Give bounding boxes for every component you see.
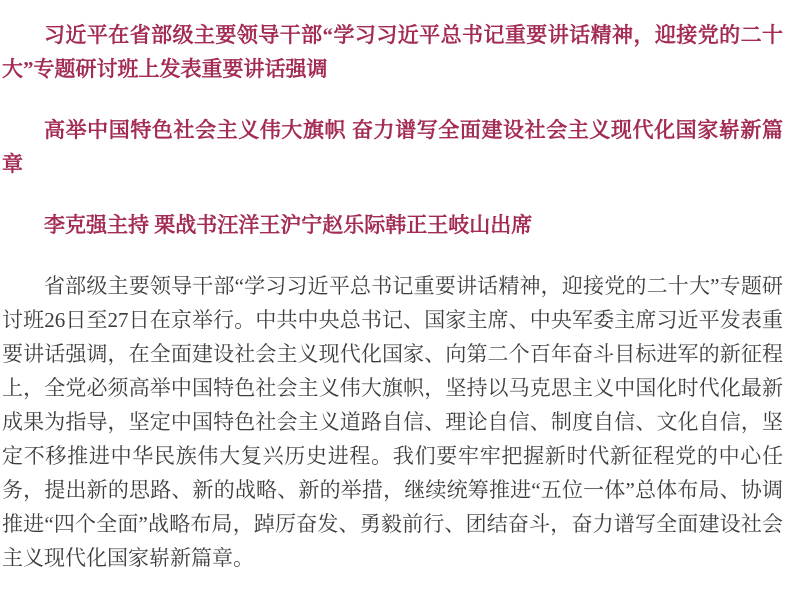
headline-sub: 高举中国特色社会主义伟大旗帜 奋力谱写全面建设社会主义现代化国家崭新篇章 (2, 118, 783, 176)
headline-main: 习近平在省部级主要领导干部“学习习近平总书记重要讲话精神，迎接党的二十大”专题研讨班上发表重要讲话强调 (2, 23, 783, 81)
headline-attendees: 李克强主持 栗战书汪洋王沪宁赵乐际韩正王岐山出席 (44, 213, 533, 237)
article-body-paragraph: 省部级主要领导干部“学习习近平总书记重要讲话精神，迎接党的二十大”专题研讨班26日至27日在京举行。中共中央总书记、国家主席、中央军委主席习近平发表重要讲话强调，在全面建设社会主义现代化国家、向第二个百年奋斗目标进军的新征程上，全党必须高举中国特色社会主义伟大旗帜，坚持以马克思主义中国化时代化最新成果为指导，坚定中国特色社会主义道路自信、理论自信、制度自信、文化自信，坚定不移推进中华民族伟大复兴历史进程。我们要牢牢把握新时代新征程党的中心任务，提出新的思路、新的战略、新的举措，继续统筹推进“五位一体”总体布局、协调推进“四个全面”战略布局，踔厉奋发、勇毅前行、团结奋斗，奋力谱写全面建设社会主义现代化国家崭新篇章。 (2, 274, 783, 570)
